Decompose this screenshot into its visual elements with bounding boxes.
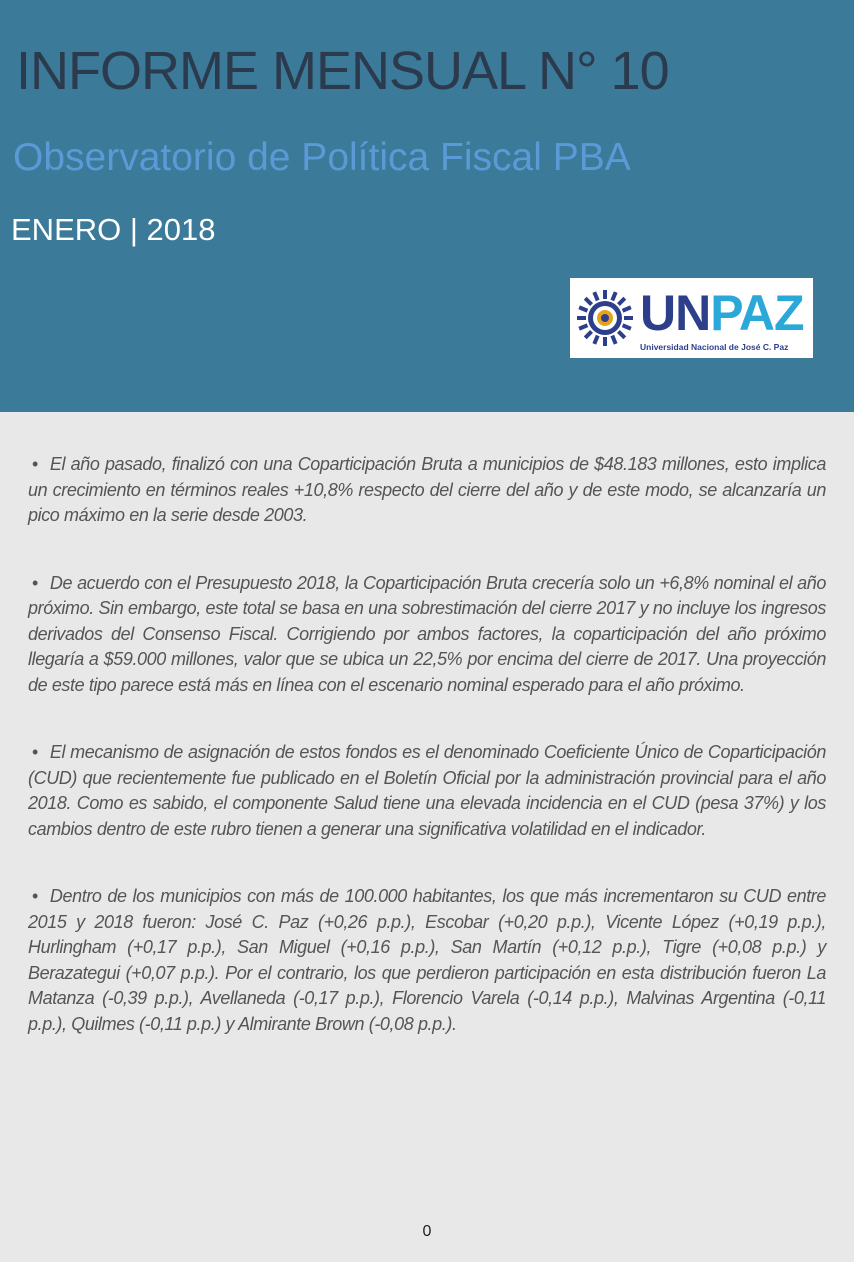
logo-wordmark <box>640 284 804 342</box>
bullet-dot: • <box>32 572 38 593</box>
bullet-text: El mecanismo de asignación de estos fondos es el denominado Coeficiente Único de Coparticipación (CUD) que recientemente fue publicado en el Boletín Oficial por la administración provincial para el año 2018. Como es sabido, el componente Salud tiene una elevada incidencia en el CUD (pesa 37%) y los cambios dentro de este rubro tienen a generar una significativa volatilidad en el indicador. <box>28 742 826 839</box>
page-number: 0 <box>422 1223 432 1240</box>
report-header <box>0 0 854 412</box>
bullet-dot: • <box>32 742 38 762</box>
bullet-paragraph <box>28 884 826 1037</box>
bullet-paragraph <box>28 571 826 699</box>
bullet-text: De acuerdo con el Presupuesto 2018, la Coparticipación Bruta crecería solo un +6,8% nominal el año próximo. Sin embargo, este total se basa en una sobrestimación del cierre 2017 y no incluye los ingresos derivados del Consenso Fiscal. Corrigiendo por ambos factores, la coparticipación del año próximo llegaría a $59.000 millones, valor que se ubica un 22,5% por encima del cierre de 2017. Una proyección de este tipo parece está más en línea con el escenario nominal esperado para el año próximo. <box>28 572 826 695</box>
bullet-paragraph <box>28 452 826 529</box>
logo-word-un: UN <box>640 285 711 341</box>
bullet-dot: • <box>32 886 38 906</box>
unpaz-seal-icon <box>576 288 634 348</box>
report-body <box>28 452 826 1079</box>
report-title: INFORME MENSUAL N° 10 <box>16 41 669 101</box>
unpaz-logo <box>570 278 813 358</box>
logo-tagline: Universidad Nacional de José C. Paz <box>640 342 789 352</box>
bullet-text: El año pasado, finalizó con una Coparticipación Bruta a municipios de $48.183 millones, esto implica un crecimiento en términos reales +10,8% respecto del cierre del año y de este modo, se alcanzaría un pico máximo en la serie desde 2003. <box>28 454 826 525</box>
bullet-text: Dentro de los municipios con más de 100.000 habitantes, los que más incrementaron su CUD entre 2015 y 2018 fueron: José C. Paz (+0,26 p.p.), Escobar (+0,20 p.p.), Vicente López (+0,19 p.p.), Hurlingham (+0,17 p.p.), San Miguel (+0,16 p.p.), San Martín (+0,12 p.p.), Tigre (+0,08 p.p.) y Berazategui (+0,07 p.p.). Por el contrario, los que perdieron participación en esta distribución fueron La Matanza (-0,39 p.p.), Avellaneda (-0,17 p.p.), Florencio Varela (-0,14 p.p.), Malvinas Argentina (-0,11 p.p.), Quilmes (-0,11 p.p.) y Almirante Brown (-0,08 p.p.). <box>28 886 826 1034</box>
bullet-dot: • <box>32 454 38 474</box>
report-subtitle: Observatorio de Política Fiscal PBA <box>13 136 631 179</box>
bullet-paragraph <box>28 740 826 842</box>
report-date: ENERO | 2018 <box>11 212 216 247</box>
logo-word-paz: PAZ <box>710 285 804 341</box>
